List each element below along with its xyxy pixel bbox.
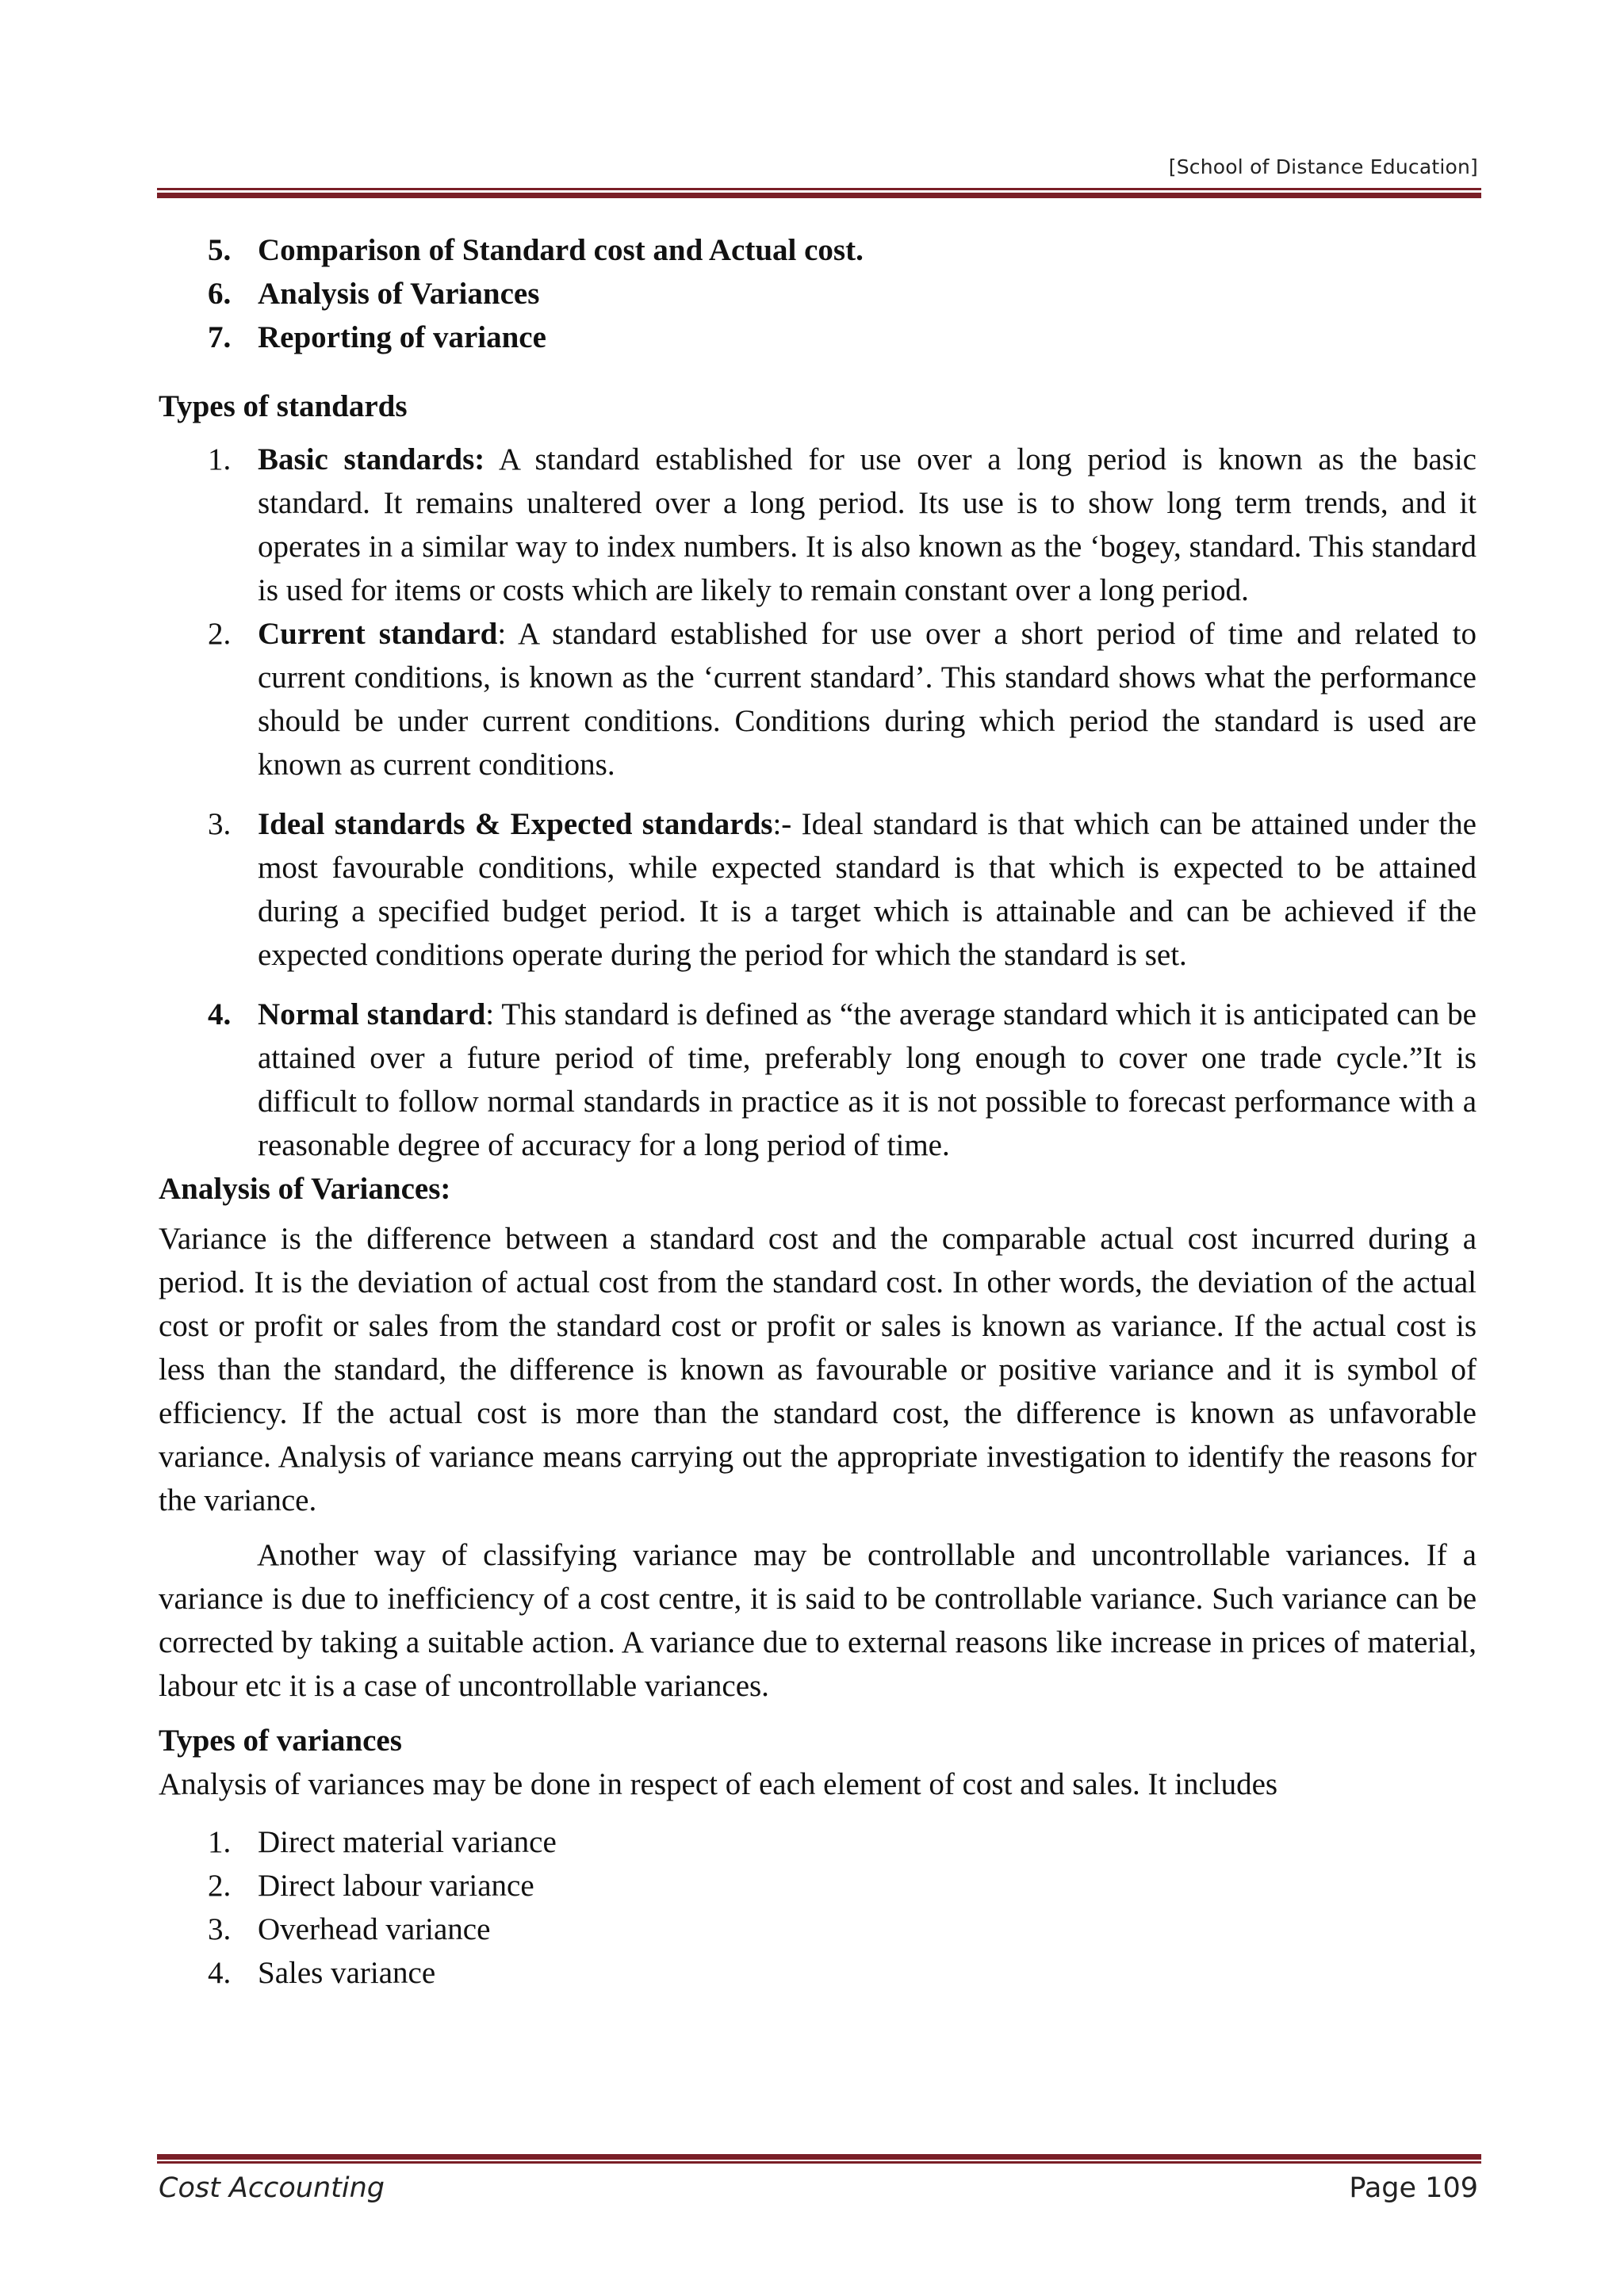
types-of-standards-heading: Types of standards [159,389,408,423]
list-item: 5. Comparison of Standard cost and Actual cost. [208,233,864,267]
list-item: 4. Sales variance [208,1956,436,1990]
footer-page-number: Page 109 [1349,2172,1478,2204]
list-item: 7. Reporting of variance [208,320,546,354]
list-item: 4. Normal standard: This standard is defined as “the average standard which it is anticipated can be attained over a future period of time, preferably long enough to cover one trade cycle.”It is difficult to follow normal standards in practice as it is not possible to forecast performance with a reasonable degree of accuracy for a long period of time. [208,997,1477,1162]
list-item: 1. Direct material variance [208,1825,557,1859]
types-of-standards-list [159,438,1477,1167]
list-item: 2. Direct labour variance [208,1869,534,1903]
item-term: Current standard [258,617,498,651]
footer-course-title: Cost Accounting [159,2172,385,2204]
header-rule [157,188,1481,199]
classification-paragraph: Another way of classifying variance may be controllable and uncontrollable variances. If a variance is due to inefficiency of a cost centre, it is said to be controllable variance. Such variance can be corrected by taking a suitable action. A variance due to external reasons like increase in prices of material, labour etc it is a case of uncontrollable variances. [159,1538,1477,1703]
item-term: Ideal standards & Expected standards [258,807,773,841]
analysis-heading: Analysis of Variances: [159,1172,451,1206]
types-of-variances-intro: Analysis of variances may be done in respect of each element of cost and sales. It includes [159,1767,1278,1801]
item-term: Basic standards: [258,442,485,476]
types-of-variances-list [159,1820,1477,1995]
page-content [159,228,1477,1995]
page-header: [School of Distance Education] [1168,155,1478,178]
analysis-paragraph: Variance is the difference between a standard cost and the comparable actual cost incurred during a period. It is the deviation of actual cost from the standard cost. In other words, the deviation of the actual cost or profit or sales from the standard cost or profit or sales is known as variance. If the actual cost is less than the standard, the difference is known as favourable or positive variance and it is symbol of efficiency. If the actual cost is more than the standard cost, the difference is known as unfavorable variance. Analysis of variance means carrying out the appropriate investigation to identify the reasons for the variance. [159,1222,1477,1517]
process-steps-list [159,228,1477,359]
footer-rule [157,2154,1481,2165]
list-item: 3. Overhead variance [208,1912,491,1946]
list-item: 3. Ideal standards & Expected standards:- Ideal standard is that which can be attained under the most favourable conditions, while expected standard is that which is expected to be attained during a specified budget period. It is a target which is attainable and can be achieved if the expected conditions operate during the period for which the standard is set. [208,807,1477,972]
list-item: 6. Analysis of Variances [208,277,540,311]
list-item: 1. Basic standards: A standard established for use over a long period is known as the basic standard. It remains unaltered over a long period. Its use is to show long term trends, and it operates in a similar way to index numbers. It is also known as the ‘bogey, standard. This standard is used for items or costs which are likely to remain constant over a long period. [208,442,1477,607]
item-term: Normal standard [258,997,486,1031]
types-of-variances-heading: Types of variances [159,1724,402,1758]
list-item: 2. Current standard: A standard established for use over a short period of time and related to current conditions, is known as the ‘current standard’. This standard shows what the performance should be under current conditions. Conditions during which period the standard is used are known as current conditions. [208,617,1477,782]
